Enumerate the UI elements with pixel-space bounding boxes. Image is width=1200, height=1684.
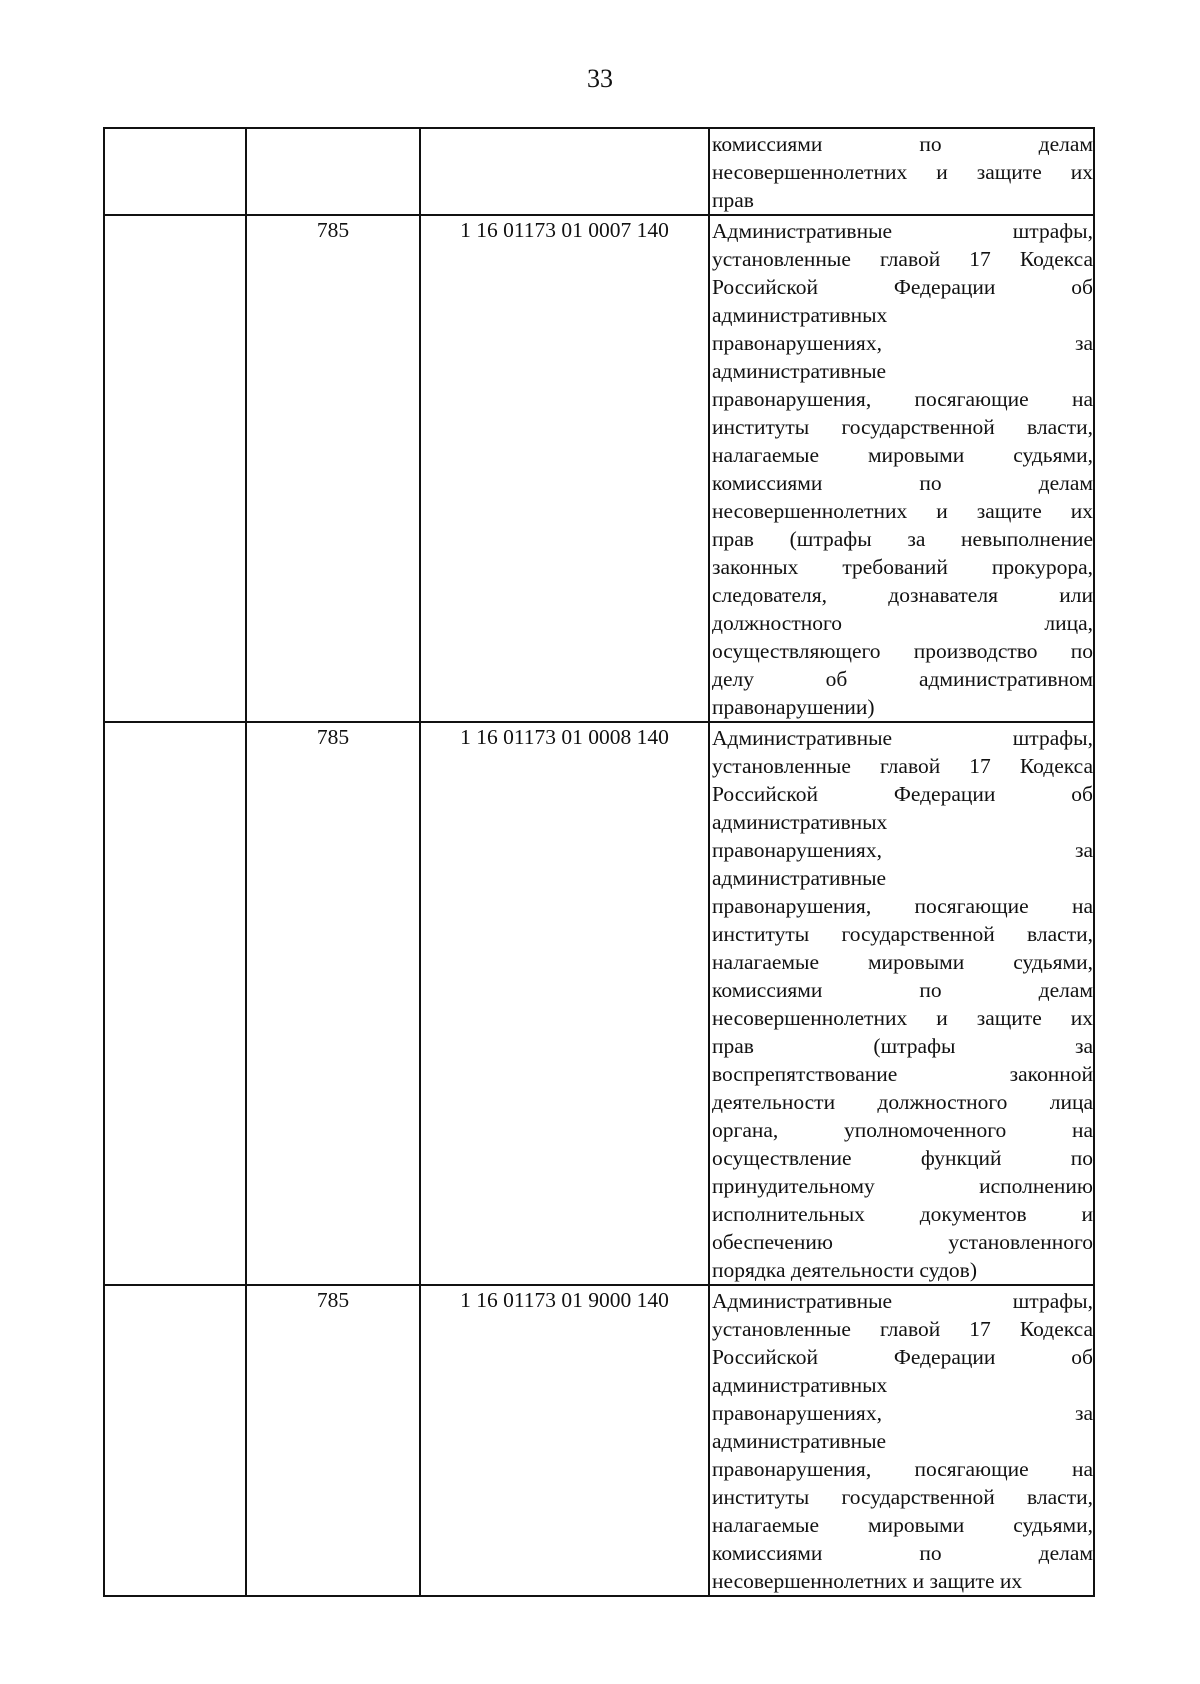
description-line: административных (712, 810, 888, 834)
description-line: несовершеннолетних и защите их (712, 499, 1093, 523)
admin-code-cell (246, 128, 420, 215)
description-line: несовершеннолетних и защите их (712, 160, 1093, 184)
page-number: 33 (587, 64, 613, 93)
budget-codes-table (103, 127, 1095, 1597)
description-line: делу об административном (712, 667, 1093, 691)
description-line: деятельности должностного лица (712, 1090, 1093, 1114)
description-line: комиссиями по делам (712, 471, 1093, 495)
description-line: правонарушения, посягающие на (712, 1457, 1093, 1481)
description-line: комиссиями по делам (712, 1541, 1093, 1565)
description-cell (709, 215, 1094, 722)
description-line: административных (712, 303, 888, 327)
description-line: принудительному исполнению (712, 1174, 1093, 1198)
description-line: осуществляющего производство по (712, 639, 1093, 663)
description-line: административные (712, 1429, 887, 1453)
description-line: Административные штрафы, (712, 219, 1093, 243)
description-line: правонарушения, посягающие на (712, 894, 1093, 918)
description-line: институты государственной власти, (712, 922, 1093, 946)
description-line: институты государственной власти, (712, 1485, 1093, 1509)
description-line: несовершеннолетних и защите их (712, 1006, 1093, 1030)
description-line: институты государственной власти, (712, 415, 1093, 439)
description-line: правонарушении) (712, 695, 875, 719)
admin-code-cell: 785 (246, 722, 420, 1285)
table-body (104, 128, 1094, 1596)
admin-code-cell: 785 (246, 215, 420, 722)
description-line: налагаемые мировыми судьями, (712, 950, 1093, 974)
description-line: правонарушения, посягающие на (712, 387, 1093, 411)
description-line: органа, уполномоченного на (712, 1118, 1093, 1142)
description-line: налагаемые мировыми судьями, (712, 443, 1093, 467)
kbk-code-cell (420, 128, 709, 215)
description-line: Административные штрафы, (712, 726, 1093, 750)
description-line: воспрепятствование законной (712, 1062, 1093, 1086)
kbk-code-cell: 1 16 01173 01 0008 140 (420, 722, 709, 1285)
description-line: комиссиями по делам (712, 978, 1093, 1002)
row-number-cell (104, 1285, 246, 1596)
description-line: административные (712, 359, 887, 383)
description-line: Российской Федерации об (712, 275, 1093, 299)
description-line: исполнительных документов и (712, 1202, 1093, 1226)
description-line: установленные главой 17 Кодекса (712, 754, 1093, 778)
description-cell (709, 722, 1094, 1285)
description-line: законных требований прокурора, (712, 555, 1093, 579)
description-line: осуществление функций по (712, 1146, 1093, 1170)
description-line: прав (712, 188, 754, 212)
description-line: обеспечению установленного (712, 1230, 1093, 1254)
description-line: налагаемые мировыми судьями, (712, 1513, 1093, 1537)
description-line: установленные главой 17 Кодекса (712, 1317, 1093, 1341)
description-line: установленные главой 17 Кодекса (712, 247, 1093, 271)
description-cell (709, 128, 1094, 215)
table-row (104, 215, 1094, 722)
admin-code-cell: 785 (246, 1285, 420, 1596)
description-line: административных (712, 1373, 888, 1397)
description-line: Российской Федерации об (712, 782, 1093, 806)
description-line: правонарушениях, за (712, 331, 1093, 355)
description-line: Российской Федерации об (712, 1345, 1093, 1369)
description-line: следователя, дознавателя или (712, 583, 1093, 607)
description-line: прав (штрафы за невыполнение (712, 527, 1093, 551)
description-line: Административные штрафы, (712, 1289, 1093, 1313)
description-cell (709, 1285, 1094, 1596)
description-line: правонарушениях, за (712, 838, 1093, 862)
description-line: прав (штрафы за (712, 1034, 1093, 1058)
description-line: порядка деятельности судов) (712, 1258, 977, 1282)
row-number-cell (104, 722, 246, 1285)
table-row (104, 128, 1094, 215)
description-line: должностного лица, (712, 611, 1093, 635)
description-line: правонарушениях, за (712, 1401, 1093, 1425)
table-row (104, 1285, 1094, 1596)
kbk-code-cell: 1 16 01173 01 9000 140 (420, 1285, 709, 1596)
row-number-cell (104, 215, 246, 722)
row-number-cell (104, 128, 246, 215)
kbk-code-cell: 1 16 01173 01 0007 140 (420, 215, 709, 722)
description-line: несовершеннолетних и защите их (712, 1569, 1023, 1593)
table-row (104, 722, 1094, 1285)
description-line: административные (712, 866, 887, 890)
description-line: комиссиями по делам (712, 132, 1093, 156)
